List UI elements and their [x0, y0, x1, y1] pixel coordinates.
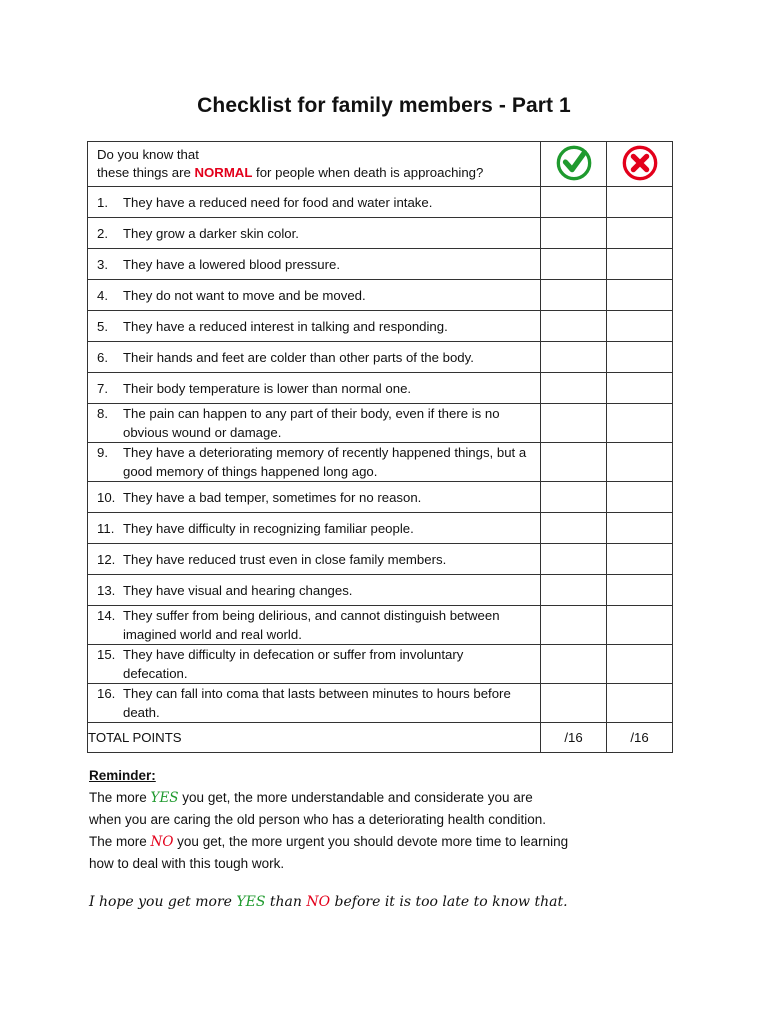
item-cell: [88, 684, 541, 723]
item-number: 4.: [97, 287, 108, 303]
checklist-row: [88, 513, 673, 544]
normal-emphasis: NORMAL: [194, 165, 253, 180]
item-number: 3.: [97, 256, 108, 272]
no-answer-cell[interactable]: [607, 544, 673, 575]
item-text: They have difficulty in defecation or suffer from involuntary defecation.: [123, 647, 464, 681]
item-cell: [88, 311, 541, 342]
item-text: They have reduced trust even in close family members.: [123, 551, 447, 567]
no-answer-cell[interactable]: [607, 513, 673, 544]
reminder-line-1: [89, 787, 649, 810]
item-cell: [88, 575, 541, 606]
no-answer-cell[interactable]: [607, 373, 673, 404]
no-answer-cell[interactable]: [607, 342, 673, 373]
item-text-block: [88, 519, 540, 538]
checklist-row: [88, 482, 673, 513]
header-row: [88, 142, 673, 187]
checklist-row: [88, 645, 673, 684]
item-number: 11.: [97, 520, 115, 536]
yes-column-header: [541, 142, 607, 187]
item-number: 2.: [97, 225, 108, 241]
reminder-line-3: [89, 831, 649, 854]
header-line-1: Do you know that: [97, 147, 199, 162]
item-number: 5.: [97, 318, 108, 334]
yes-answer-cell[interactable]: [541, 606, 607, 645]
yes-answer-cell[interactable]: [541, 404, 607, 443]
item-number: 7.: [97, 380, 108, 396]
checklist-row: [88, 249, 673, 280]
yes-answer-cell[interactable]: [541, 575, 607, 606]
green-check-icon: [555, 144, 593, 182]
total-no: /16: [607, 723, 673, 753]
no-answer-cell[interactable]: [607, 404, 673, 443]
item-text-block: [88, 404, 540, 442]
item-cell: [88, 513, 541, 544]
item-number: 12.: [97, 551, 116, 567]
checklist-row: [88, 544, 673, 575]
no-answer-cell[interactable]: [607, 187, 673, 218]
reminder-line-4: how to deal with this tough work.: [89, 856, 285, 871]
item-number: 14.: [97, 608, 116, 623]
item-text-block: [88, 255, 540, 274]
item-text-block: [88, 224, 540, 243]
red-cross-icon: [621, 144, 659, 182]
no-answer-cell[interactable]: [607, 311, 673, 342]
no-column-header: [607, 142, 673, 187]
yes-answer-cell[interactable]: [541, 373, 607, 404]
item-text: The pain can happen to any part of their body, even if there is no obvious wound or damage.: [123, 406, 500, 440]
item-cell: [88, 280, 541, 311]
item-text-block: [88, 606, 540, 644]
closing-post: before it is too late to know that.: [330, 894, 568, 910]
yes-answer-cell[interactable]: [541, 482, 607, 513]
item-number: 9.: [97, 445, 108, 460]
closing-mid: than: [265, 894, 307, 910]
no-answer-cell[interactable]: [607, 606, 673, 645]
item-cell: [88, 187, 541, 218]
total-row: [88, 723, 673, 753]
checklist-row: [88, 373, 673, 404]
closing-sentence: [89, 894, 689, 910]
yes-answer-cell[interactable]: [541, 684, 607, 723]
item-text-block: [88, 379, 540, 398]
checklist-row: [88, 187, 673, 218]
item-cell: [88, 443, 541, 482]
item-text: They suffer from being delirious, and cannot distinguish between imagined world and real world.: [123, 608, 500, 642]
yes-answer-cell[interactable]: [541, 342, 607, 373]
checklist-row: [88, 280, 673, 311]
item-text-block: [88, 193, 540, 212]
item-cell: [88, 645, 541, 684]
yes-answer-cell[interactable]: [541, 513, 607, 544]
header-line-2: [97, 164, 531, 182]
total-label: TOTAL POINTS: [88, 723, 541, 753]
item-text-block: [88, 684, 540, 722]
no-answer-cell[interactable]: [607, 443, 673, 482]
page-title: Checklist for family members - Part 1: [197, 94, 571, 117]
item-number: 8.: [97, 406, 108, 421]
no-answer-cell[interactable]: [607, 645, 673, 684]
item-number: 15.: [97, 647, 116, 662]
checklist-row: [88, 311, 673, 342]
no-answer-cell[interactable]: [607, 684, 673, 723]
closing-pre: I hope you get more: [89, 894, 237, 910]
no-word: NO: [150, 833, 174, 850]
item-text-block: [88, 645, 540, 683]
item-text: They have a reduced need for food and water intake.: [123, 194, 433, 210]
yes-answer-cell[interactable]: [541, 544, 607, 575]
reminder-title: Reminder:: [89, 768, 156, 783]
yes-answer-cell[interactable]: [541, 218, 607, 249]
yes-answer-cell[interactable]: [541, 187, 607, 218]
checklist-row: [88, 342, 673, 373]
reminder-line-1-pre: The more: [89, 789, 151, 805]
item-text-block: [88, 348, 540, 367]
yes-answer-cell[interactable]: [541, 311, 607, 342]
yes-answer-cell[interactable]: [541, 249, 607, 280]
header-question: [88, 142, 541, 187]
no-answer-cell[interactable]: [607, 218, 673, 249]
item-cell: [88, 544, 541, 575]
total-yes: /16: [541, 723, 607, 753]
header-line-2-post: for people when death is approaching?: [252, 165, 484, 180]
reminder-line-3-pre: The more: [89, 833, 151, 849]
item-text-block: [88, 488, 540, 507]
checklist-row: [88, 575, 673, 606]
header-line-2-pre: these things are: [97, 165, 195, 180]
item-text: They can fall into coma that lasts between minutes to hours before death.: [123, 686, 511, 720]
checklist-row: [88, 684, 673, 723]
closing-no-word: NO: [306, 894, 331, 910]
item-cell: [88, 373, 541, 404]
item-text-block: [88, 286, 540, 305]
item-text: They grow a darker skin color.: [123, 225, 299, 241]
item-text: Their body temperature is lower than normal one.: [123, 380, 412, 396]
no-answer-cell[interactable]: [607, 482, 673, 513]
item-text: Their hands and feet are colder than other parts of the body.: [123, 349, 474, 365]
item-cell: [88, 482, 541, 513]
no-answer-cell[interactable]: [607, 280, 673, 311]
item-number: 13.: [97, 582, 116, 598]
checklist-row: [88, 218, 673, 249]
item-text: They have difficulty in recognizing familiar people.: [123, 520, 414, 536]
yes-answer-cell[interactable]: [541, 645, 607, 684]
checklist-table: [87, 141, 673, 753]
item-text: They have visual and hearing changes.: [123, 582, 353, 598]
item-cell: [88, 249, 541, 280]
no-answer-cell[interactable]: [607, 575, 673, 606]
closing-yes-word: YES: [236, 894, 266, 910]
reminder-section: [89, 765, 649, 875]
item-text: They have a lowered blood pressure.: [123, 256, 340, 272]
item-number: 6.: [97, 349, 108, 365]
checklist-body: [88, 142, 673, 753]
item-cell: [88, 404, 541, 443]
yes-answer-cell[interactable]: [541, 443, 607, 482]
item-cell: [88, 606, 541, 645]
item-text: They have a reduced interest in talking and responding.: [123, 318, 448, 334]
item-number: 16.: [97, 686, 116, 701]
reminder-line-1-post: you get, the more understandable and considerate you are: [178, 789, 533, 805]
item-text-block: [88, 550, 540, 569]
yes-word: YES: [150, 789, 179, 806]
item-text: They do not want to move and be moved.: [123, 287, 366, 303]
item-text-block: [88, 443, 540, 481]
item-cell: [88, 218, 541, 249]
reminder-line-2: when you are caring the old person who has a deteriorating health condition.: [89, 812, 547, 827]
reminder-line-3-post: you get, the more urgent you should devote more time to learning: [173, 833, 569, 849]
no-answer-cell[interactable]: [607, 249, 673, 280]
checklist-row: [88, 404, 673, 443]
item-text-block: [88, 317, 540, 336]
item-cell: [88, 342, 541, 373]
checklist-row: [88, 443, 673, 482]
yes-answer-cell[interactable]: [541, 280, 607, 311]
item-number: 1.: [97, 194, 108, 210]
item-text: They have a bad temper, sometimes for no reason.: [123, 489, 422, 505]
item-text-block: [88, 581, 540, 600]
checklist-row: [88, 606, 673, 645]
item-number: 10.: [97, 489, 116, 505]
item-text: They have a deteriorating memory of recently happened things, but a good memory of things happened long ago.: [123, 445, 527, 479]
